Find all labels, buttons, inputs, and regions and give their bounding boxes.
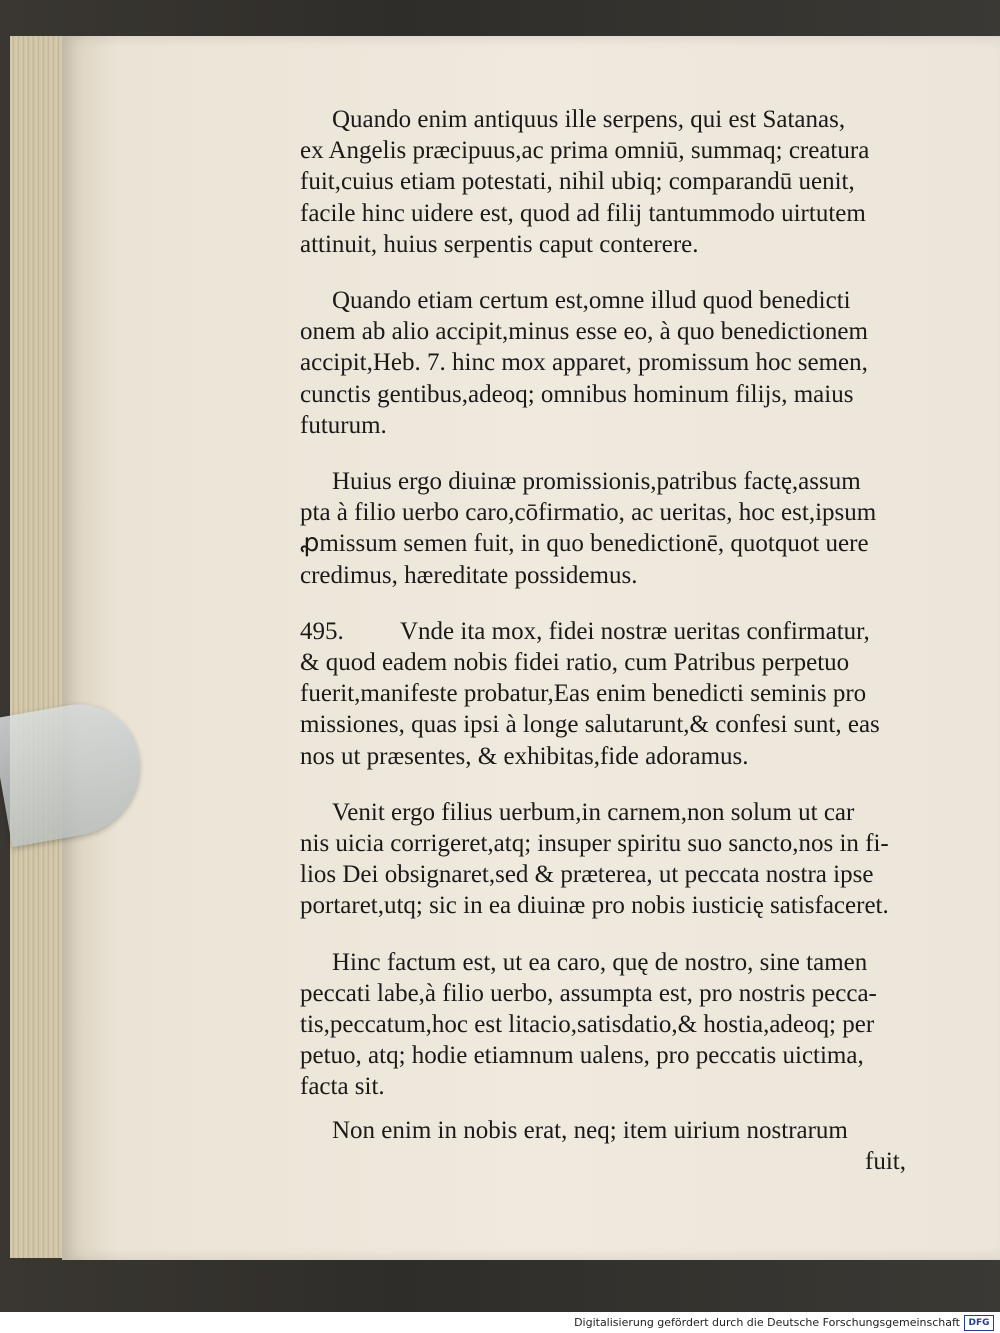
text-line: ꝓmissum semen fuit, in quo benedictionē, quotquot uere (300, 530, 869, 558)
text-line: credimus, hæreditate possidemus. (300, 561, 638, 589)
text-line: & quod eadem nobis fidei ratio, cum Patribus perpetuo (300, 649, 850, 677)
paragraph-1 (300, 104, 906, 260)
catchword: fuit, (865, 1147, 906, 1175)
text-line: missiones, quas ipsi à longe salutarunt,& confesi sunt, eas (300, 711, 880, 739)
paragraph-5 (300, 797, 906, 922)
paragraph-4 (300, 616, 906, 772)
text-line: Hinc factum est, ut ea caro, quę de nostro, sine tamen (332, 948, 868, 976)
text-line: facile hinc uidere est, quod ad filij tantummodo uirtutem (300, 199, 866, 227)
text-line: nis uicia corrigeret,atq; insuper spiritu suo sancto,nos in fi- (300, 830, 889, 858)
text-line: Non enim in nobis erat, neq; item uirium nostrarum (332, 1116, 848, 1144)
text-line: futurum. (300, 411, 387, 439)
text-line: pta à filio uerbo caro,cōfirmatio, ac ueritas, hoc est,ipsum (300, 499, 877, 527)
text-line: fuerit,manifeste probatur,Eas enim benedicti seminis pro (300, 680, 867, 708)
text-line: facta sit. (300, 1073, 385, 1101)
paragraph-6 (300, 947, 906, 1103)
marginal-number: 495. (300, 617, 344, 645)
text-line: attinuit, huius serpentis caput conterere. (300, 230, 699, 258)
footer-credit: Digitalisierung gefördert durch die Deutsche Forschungsgemeinschaft (574, 1316, 960, 1329)
dfg-logo-icon: DFG (964, 1315, 994, 1331)
text-line: cunctis gentibus,adeoq; omnibus hominum filijs, maius (300, 380, 854, 408)
text-line: onem ab alio accipit,minus esse eo, à quo benedictionem (300, 318, 868, 346)
paragraph-2 (300, 285, 906, 441)
paragraph-3 (300, 466, 906, 591)
text-line: lios Dei obsignaret,sed & præterea, ut peccata nostra ipse (300, 861, 874, 889)
text-line: portaret,utq; sic in ea diuinæ pro nobis iusticię satisfaceret. (300, 892, 889, 920)
text-line: Quando etiam certum est,omne illud quod benedicti (332, 287, 851, 315)
text-line: Huius ergo diuinæ promissionis,patribus factę,assum (332, 468, 861, 496)
text-line: ex Angelis præcipuus,ac prima omniū, summaq; creatura (300, 137, 870, 165)
text-line: Venit ergo filius uerbum,in carnem,non solum ut car (332, 798, 855, 826)
paragraph-7 (300, 1115, 906, 1177)
text-line: nos ut præsentes, & exhibitas,fide adoramus. (300, 742, 749, 770)
text-line: Quando enim antiquus ille serpens, qui est Satanas, (332, 106, 846, 133)
text-line: petuo, atq; hodie etiamnum ualens, pro peccatis uictima, (300, 1042, 864, 1070)
text-line: 495. Vnde ita mox, fidei nostræ ueritas confirmatur, (300, 616, 906, 647)
text-line: fuit,cuius etiam potestati, nihil ubiq; comparandū uenit, (300, 168, 855, 196)
text-line: accipit,Heb. 7. hinc mox apparet, promissum hoc semen, (300, 349, 868, 377)
page-text (300, 104, 906, 1177)
text-line: tis,peccatum,hoc est litacio,satisdatio,& hostia,adeoq; per (300, 1011, 875, 1039)
text-line: peccati labe,à filio uerbo, assumpta est, pro nostris pecca- (300, 979, 877, 1007)
